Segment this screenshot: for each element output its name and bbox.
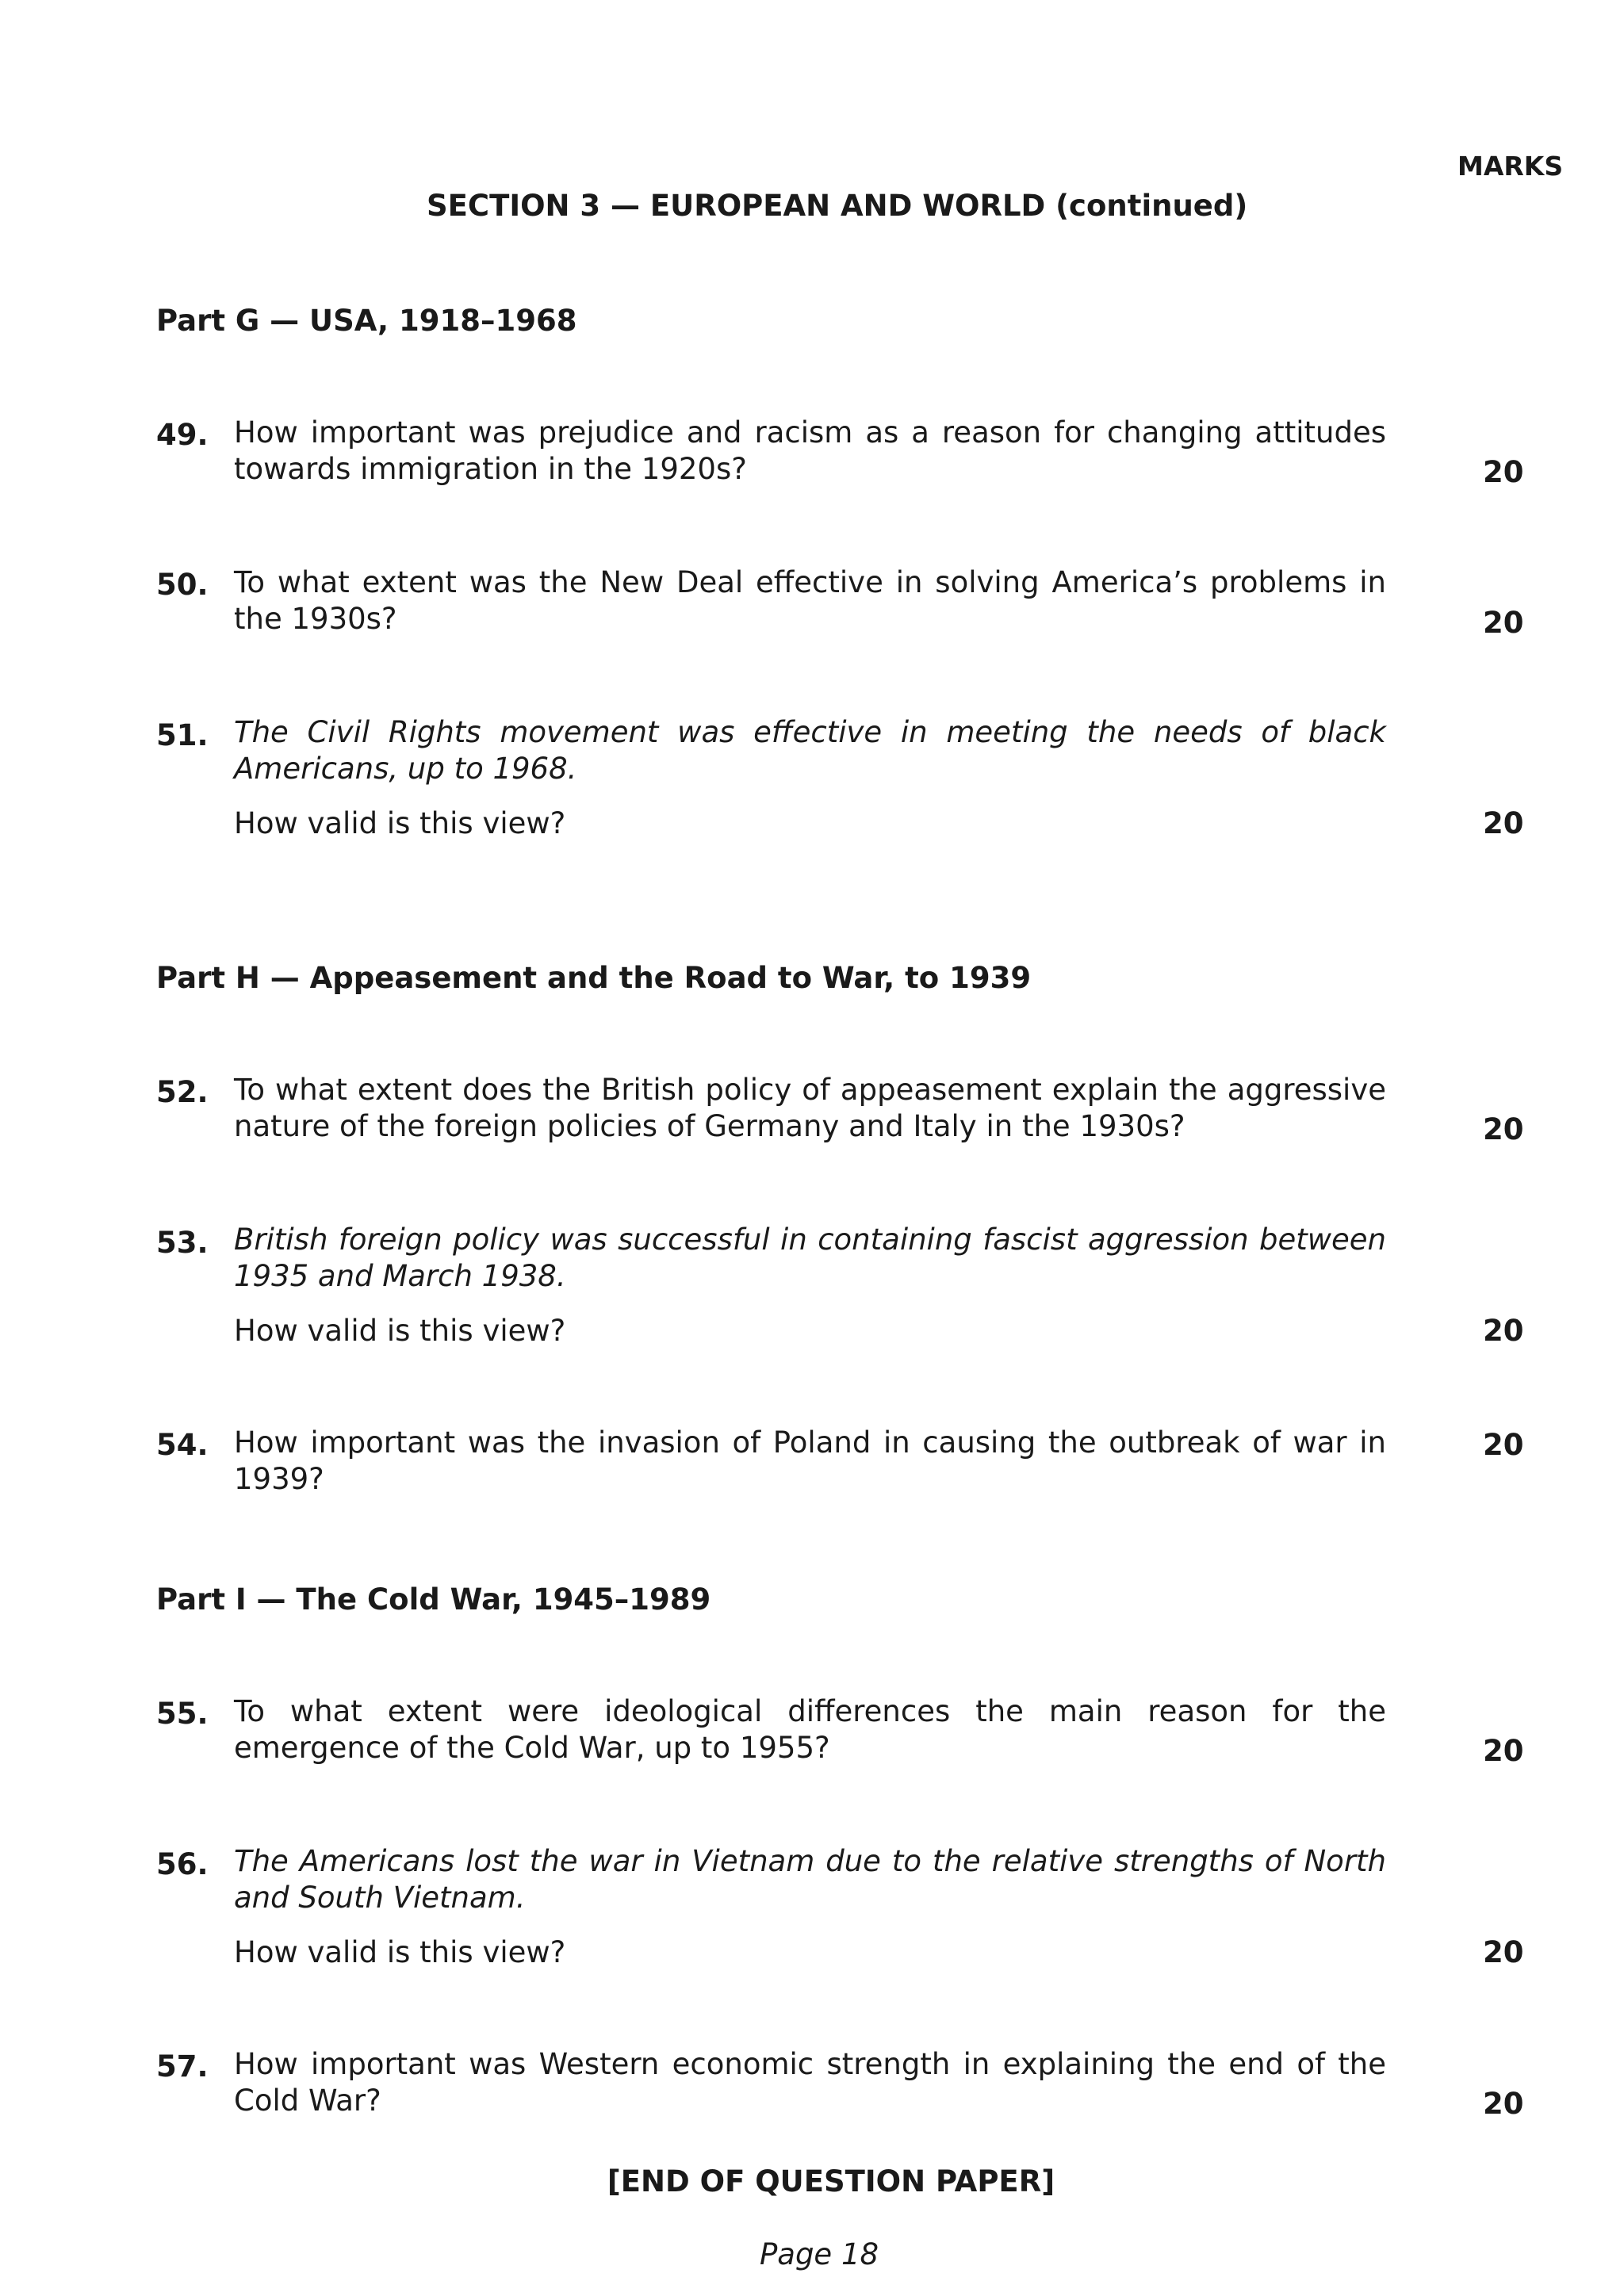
- question-52-text: To what extent does the British policy of appeasement explain the aggressive nature of the foreign policies of Germany and Italy in the 1930s?: [234, 1073, 1386, 1143]
- marks-column-heading: MARKS: [1457, 151, 1564, 182]
- question-57-text: How important was Western economic strength in explaining the end of the Cold War?: [234, 2047, 1386, 2118]
- page-number: Page 18: [759, 2237, 879, 2271]
- end-of-paper-notice: [END OF QUESTION PAPER]: [607, 2164, 1055, 2198]
- question-52-number: 52.: [156, 1075, 209, 1109]
- question-56-text: The Americans lost the war in Vietnam due to the relative strengths of North and South Vietnam.: [234, 1844, 1386, 1915]
- question-52-marks: 20: [1483, 1112, 1524, 1146]
- question-53-marks: 20: [1483, 1314, 1524, 1348]
- question-50-text: To what extent was the New Deal effective in solving America’s problems in the 1930s?: [234, 565, 1386, 636]
- question-49-number: 49.: [156, 418, 209, 452]
- question-53-text: British foreign policy was successful in containing fascist aggression between 1935 and March 1938.: [234, 1223, 1386, 1293]
- question-53-prompt: How valid is this view?: [234, 1314, 566, 1348]
- question-51-number: 51.: [156, 718, 209, 752]
- part-h-heading: Part H — Appeasement and the Road to War, to 1939: [156, 961, 1032, 995]
- question-51-text: The Civil Rights movement was effective in meeting the needs of black Americans, up to 1968.: [234, 715, 1386, 786]
- question-55-number: 55.: [156, 1697, 209, 1731]
- question-54-number: 54.: [156, 1428, 209, 1462]
- question-51-prompt: How valid is this view?: [234, 806, 566, 840]
- section-title: SECTION 3 — EUROPEAN AND WORLD (continued): [427, 189, 1248, 223]
- question-57-number: 57.: [156, 2049, 209, 2084]
- question-53-number: 53.: [156, 1226, 209, 1260]
- question-51-marks: 20: [1483, 806, 1524, 840]
- question-56-marks: 20: [1483, 1935, 1524, 1969]
- question-55-text: To what extent were ideological differences the main reason for the emergence of the Cold War, up to 1955?: [234, 1694, 1386, 1765]
- question-56-number: 56.: [156, 1847, 209, 1881]
- question-49-marks: 20: [1483, 455, 1524, 489]
- part-g-heading: Part G — USA, 1918–1968: [156, 304, 577, 338]
- question-55-marks: 20: [1483, 1734, 1524, 1768]
- question-56-prompt: How valid is this view?: [234, 1935, 566, 1969]
- part-i-heading: Part I — The Cold War, 1945–1989: [156, 1582, 711, 1617]
- question-50-number: 50.: [156, 568, 209, 602]
- question-54-text: How important was the invasion of Poland in causing the outbreak of war in 1939?: [234, 1425, 1386, 1496]
- question-57-marks: 20: [1483, 2087, 1524, 2121]
- question-50-marks: 20: [1483, 606, 1524, 640]
- question-54-marks: 20: [1483, 1428, 1524, 1462]
- question-49-text: How important was prejudice and racism as a reason for changing attitudes towards immigration in the 1920s?: [234, 415, 1386, 486]
